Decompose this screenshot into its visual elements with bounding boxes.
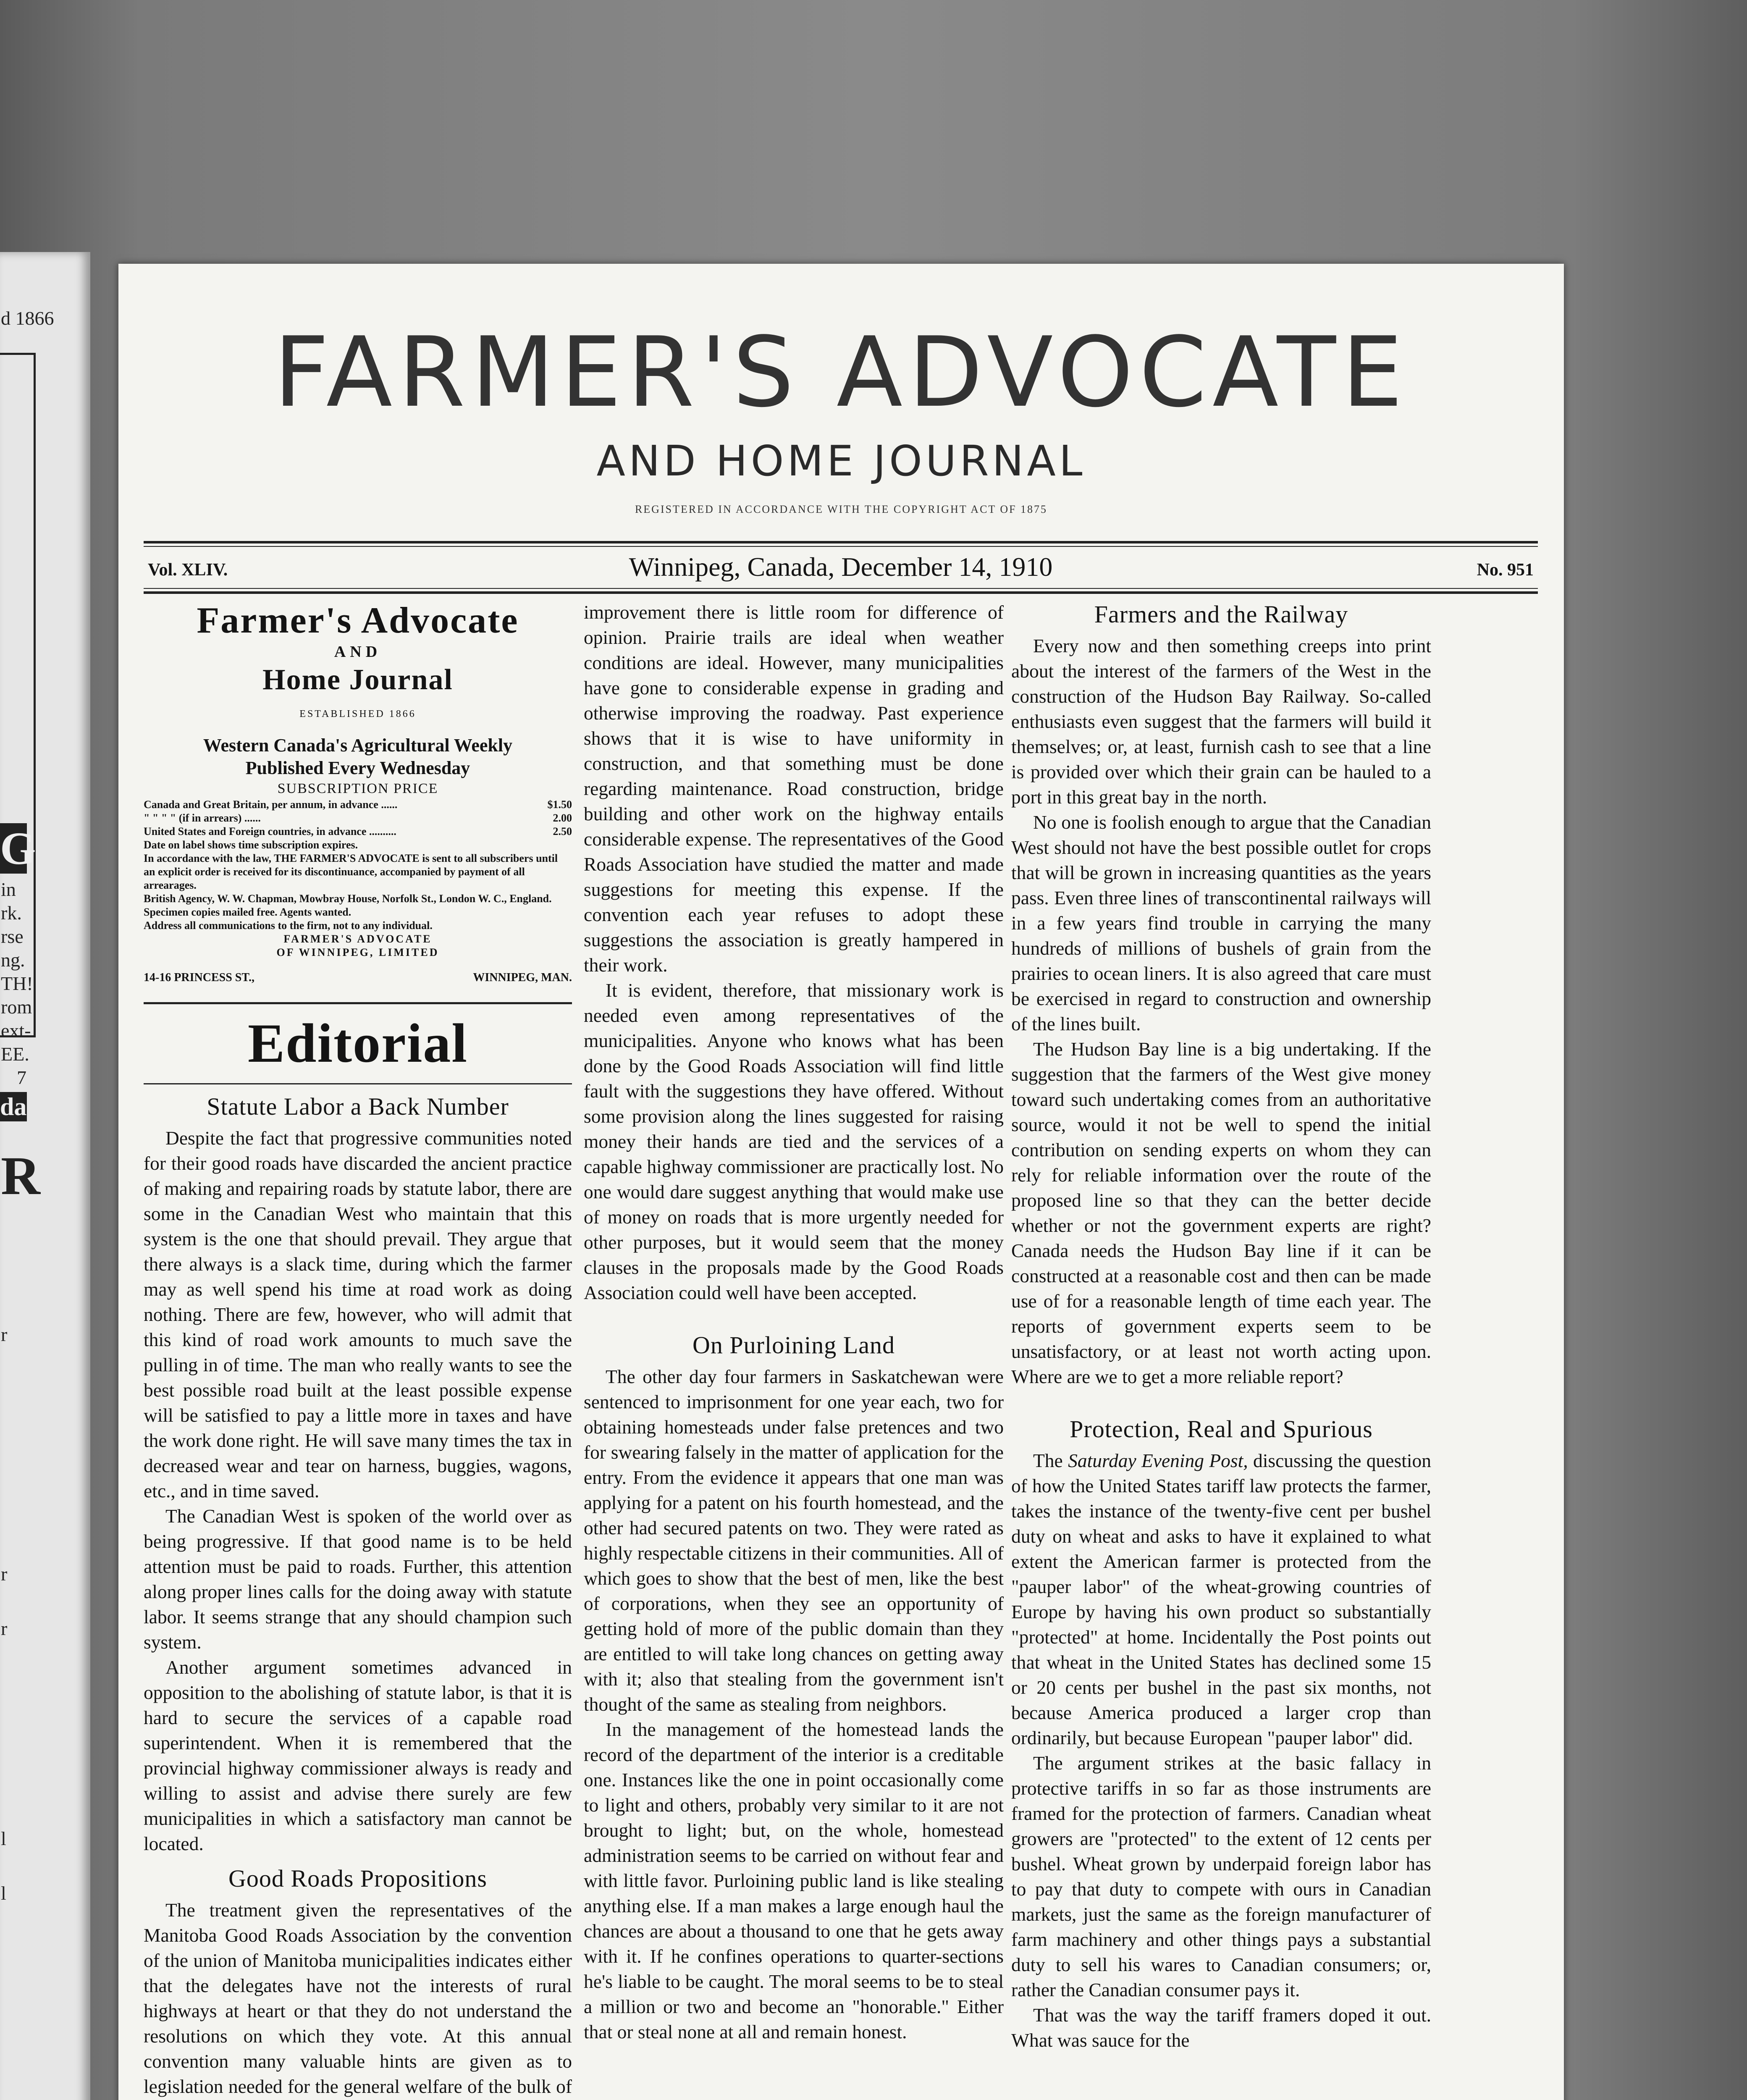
article-paragraph: The Hudson Bay line is a big undertaking. If the suggestion that the farmers of the West give money toward such undertaking comes from an authoritative source, would it not be well to spend the initial contribution on sending experts on whom they can rely for reliable information over the route of the proposed line so that they can the better decide whether or not the government experts are right? Canada needs the Hudson Bay line if it can be constructed at a reasonable cost and then can be made use of for a reasonable length of time each year. The reports of government experts seem to be unsatisfactory, or at least not worth acting upon. Where are we to get a more reliable report? — [1011, 1038, 1431, 1387]
address-city: WINNIPEG, MAN. — [473, 971, 572, 984]
article-heading: Statute Labor a Back Number — [207, 1093, 509, 1120]
article-paragraph — [1011, 1448, 1431, 1751]
left-fragment: rse — [1, 926, 24, 947]
masthead-registered: REGISTERED IN ACCORDANCE WITH THE COPYRIGHT ACT OF 1875 — [635, 503, 1048, 515]
volume-label: Vol. XLIV. — [148, 560, 228, 580]
infobox-title: Farmer's Advocate — [197, 600, 519, 641]
address-street: 14-16 PRINCESS ST., — [144, 971, 254, 984]
price-label: Canada and Great Britain, per annum, in advance ...... — [144, 798, 398, 811]
left-fragment: d 1866 — [1, 307, 54, 329]
left-fragment: ext- — [1, 1020, 31, 1041]
left-fragment: TH! — [1, 973, 33, 994]
left-fragment: r — [1, 1324, 8, 1345]
left-fragment: 7 — [17, 1067, 26, 1088]
dateline-rule — [144, 588, 1538, 589]
dateline-bar — [144, 551, 1538, 585]
left-fragment: l — [1, 1882, 6, 1904]
publication-info-box — [144, 600, 572, 990]
article-paragraph: That was the way the tariff framers doped it out. What was sauce for the — [1011, 2004, 1431, 2051]
left-fragment: EE. — [1, 1043, 29, 1065]
price-value: 2.50 — [553, 825, 572, 837]
infobox-note: British Agency, W. W. Chapman, Mowbray House, Norfolk St., London W. C., England. — [144, 892, 552, 905]
infobox-tagline: Western Canada's Agricultural Weekly — [203, 735, 513, 756]
article-paragraph: The argument strikes at the basic fallacy in protective tariffs in so far as those instruments are framed for the protection of farmers. Canadian wheat growers are "protected" to the extent of 12 cents per bushel. Wheat grown by underpaid foreign labor has to pay that duty to compete with ours in Canadian markets, just the same as the foreign manufacturer of farm machinery and other things pays a substantial duty to sell his wares to Canadian consumers; or, rather the Canadian consumer pays it. — [1011, 1752, 1431, 2000]
article-paragraph: In the management of the homestead lands the record of the department of the interior is a creditable one. Instances like the one in point occasionally come to light and others, probably very similar to it are not brought to light; but, on the whole, homestead administration seems to be carried on without fear and with little favor. Purloining public land is like stealing anything else. If a man makes a large enough haul the chances are about a thousand to one that he gets away with it. If he confines operations to quarter-sections he's liable to be caught. The moral seems to be to steal a million or two and become an "honorable." Either that or steal none at all and remain honest. — [584, 1719, 1004, 2042]
left-fragment: ng. — [1, 949, 25, 971]
infobox-note: Date on label shows time subscription expires. — [144, 839, 358, 851]
price-heading: SUBSCRIPTION PRICE — [277, 781, 438, 796]
infobox-established: ESTABLISHED 1866 — [299, 709, 416, 719]
infobox-note: Address all communications to the firm, not to any individual. — [144, 919, 433, 932]
publisher-name: FARMER'S ADVOCATE — [283, 933, 432, 945]
issue-number: No. 951 — [1477, 560, 1534, 580]
price-value: $1.50 — [547, 798, 572, 811]
left-fragment: in — [1, 879, 16, 900]
publisher-address — [144, 965, 572, 990]
newspaper-page — [118, 264, 1564, 2100]
article-paragraph: Every now and then something creeps into print about the interest of the farmers of the West in the construction of the Hudson Bay Railway. So-called enthusiasts even suggest that the farmers will build it themselves; or, at least, furnish cash to see that a line is provided over which their grain can be hauled to a port in this great bay in the north. — [1011, 635, 1431, 808]
column-1 — [144, 600, 572, 2100]
article-paragraph: Despite the fact that progressive communities noted for their good roads have discarded the ancient practice of making and repairing roads by statute labor, there are some in the Canadian West who maintain that this system is the one that should prevail. They argue that there always is a slack time, during which the farmer may as well spend his time at road work as doing nothing. There are few, however, who will admit that this kind of road work amounts to much save the pulling in of time. The man who really wants to see the best possible road built at the least possible expense will be satisfied to pay a little more in taxes and have the work done right. He will save many times the tax in decreased wear and tear on harness, buggies, wagons, etc., and in time saved. — [144, 1127, 572, 1502]
left-fragment: rom — [1, 996, 32, 1018]
article-paragraph: improvement there is little room for difference of opinion. Prairie trails are ideal when weather conditions are ideal. However, many municipalities have gone to considerable expense in grading and otherwise improving the roadway. Past experience shows that it is wise to have uniformity in construction, and that something must be done regarding maintenance. Road construction, bridge building and other work on the highway entails considerable expense. The representatives of the Good Roads Association have studied the matter and made suggestions for meeting this expense. If the convention each year refuses to adopt these suggestions the association is greatly hampered in their work. — [584, 601, 1004, 976]
left-fragment: r — [1, 1618, 8, 1639]
infobox-note: In accordance with the law, THE FARMER'S ADVOCATE is sent to all subscribers until an explicit order is received for its discontinuance, accompanied by payment of all arrearages. — [144, 852, 558, 891]
price-label: " " " " (if in arrears) ...... — [144, 812, 261, 824]
dateline-rule — [144, 591, 1538, 594]
left-fragment: l — [1, 1828, 6, 1849]
article-heading: Protection, Real and Spurious — [1070, 1415, 1373, 1443]
price-row — [144, 798, 572, 811]
price-label: United States and Foreign countries, in advance .......... — [144, 825, 396, 837]
infobox-note: Specimen copies mailed free. Agents wanted. — [144, 906, 351, 918]
text-run: The — [1033, 1450, 1068, 1471]
article-heading: Farmers and the Railway — [1094, 601, 1348, 628]
editorial-heading: Editorial — [247, 1012, 468, 1074]
price-row — [144, 811, 572, 825]
masthead-subtitle: AND HOME JOURNAL — [596, 436, 1086, 486]
dateline: Winnipeg, Canada, December 14, 1910 — [629, 552, 1053, 582]
masthead-rule — [144, 541, 1538, 543]
section-divider — [144, 1002, 572, 1004]
section-divider — [144, 1083, 572, 1084]
publication-title: Saturday Evening Post, — [1068, 1450, 1248, 1471]
infobox-tagline: Published Every Wednesday — [245, 758, 470, 778]
column-3 — [1011, 600, 1431, 2100]
publisher-sub: OF WINNIPEG, LIMITED — [276, 946, 439, 958]
price-row — [144, 825, 572, 838]
adjacent-page-edge — [0, 252, 90, 2100]
article-heading: On Purloining Land — [693, 1331, 895, 1359]
masthead-rule — [144, 546, 1538, 547]
column-2 — [584, 600, 1004, 2100]
article-paragraph: No one is foolish enough to argue that the Canadian West should not have the best possible outlet for crops that will be grown in increasing quantities as the years pass. Even three lines of transcontinental railways will in a few years find trouble in carrying the many hundreds of millions of bushels of grain from the prairies to ocean liners. It is also agreed that care must be exercised in regard to construction and ownership of the lines built. — [1011, 811, 1431, 1034]
article-heading: Good Roads Propositions — [228, 1865, 487, 1892]
left-fragment: R — [1, 1146, 40, 1206]
article-paragraph: The treatment given the representatives of the Manitoba Good Roads Association by the convention of the union of Manitoba municipalities indicates either that the delegates have not the interests of rural highways at heart or that they do not understand the resolutions on which they vote. At this annual convention many valuable hints are given as to legislation needed for the general welfare of the bulk of — [144, 1899, 572, 2097]
left-fragment: G — [0, 823, 36, 874]
left-fragment: r — [1, 1563, 8, 1585]
article-paragraph: Another argument sometimes advanced in opposition to the abolishing of statute labor, is that it is hard to secure the services of a capable road superintendent. When it is remembered that the provincial highway commissioner always is ready and willing to assist and advise there surely are few municipalities in which a satisfactory man cannot be located. — [144, 1656, 572, 1854]
left-fragment: da — [0, 1093, 27, 1121]
masthead-title: FARMER'S ADVOCATE — [273, 317, 1409, 429]
article-paragraph: The other day four farmers in Saskatchewan were sentenced to imprisonment for one year each, two for obtaining homesteads under false pretences and two for swearing falsely in the matter of application for the entry. From the evidence it appears that one man was applying for a patent on his fourth homestead, and the other had secured patents on two. They were rated as highly respectable citizens in their communities. All of which goes to show that the best of men, like the best of corporations, when they see an opportunity of getting hold of more of the public domain than they are entitled to will take long chances on getting away with it; also that stealing from the government isn't thought of the same as stealing from neighbors. — [584, 1366, 1004, 1715]
price-value: 2.00 — [553, 812, 572, 824]
article-paragraph: The Canadian West is spoken of the world over as being progressive. If that good name is to be held attention must be paid to roads. Further, this attention along proper lines calls for the doing away with statute labor. It seems strange that any should champion such system. — [144, 1505, 572, 1653]
infobox-and: AND — [334, 643, 382, 661]
article-paragraph: It is evident, therefore, that missionary work is needed even among representatives of the municipalities. Anyone who knows what has been done by the Good Roads Association will find little fault with the suggestions they have offered. Without some provision along the lines suggested for raising money their hands are tied and the services of a capable highway commissioner are practically lost. No one would dare suggest anything that would make use of money on roads that is more urgently needed for other purposes, but it would seem that the money clauses in the proposals made by the Good Roads Association could well have been accepted. — [584, 979, 1004, 1303]
left-fragment: rk. — [1, 902, 22, 924]
text-run: discussing the question of how the United States tariff law protects the farmer, takes the instance of the twenty-five cent per bushel duty on wheat and asks to have it explained to what extent the American farmer is protected from the "pauper labor" of the wheat-growing countries of Europe by having his own product so substantially "protected" at home. Incidentally the Post points out that wheat in the United States has declined some 15 or 20 cents per bushel in the past six months, not because America produced a larger crop than ordinarily, but because European "pauper labor" did. — [1011, 1450, 1431, 1748]
infobox-title2: Home Journal — [262, 664, 453, 696]
